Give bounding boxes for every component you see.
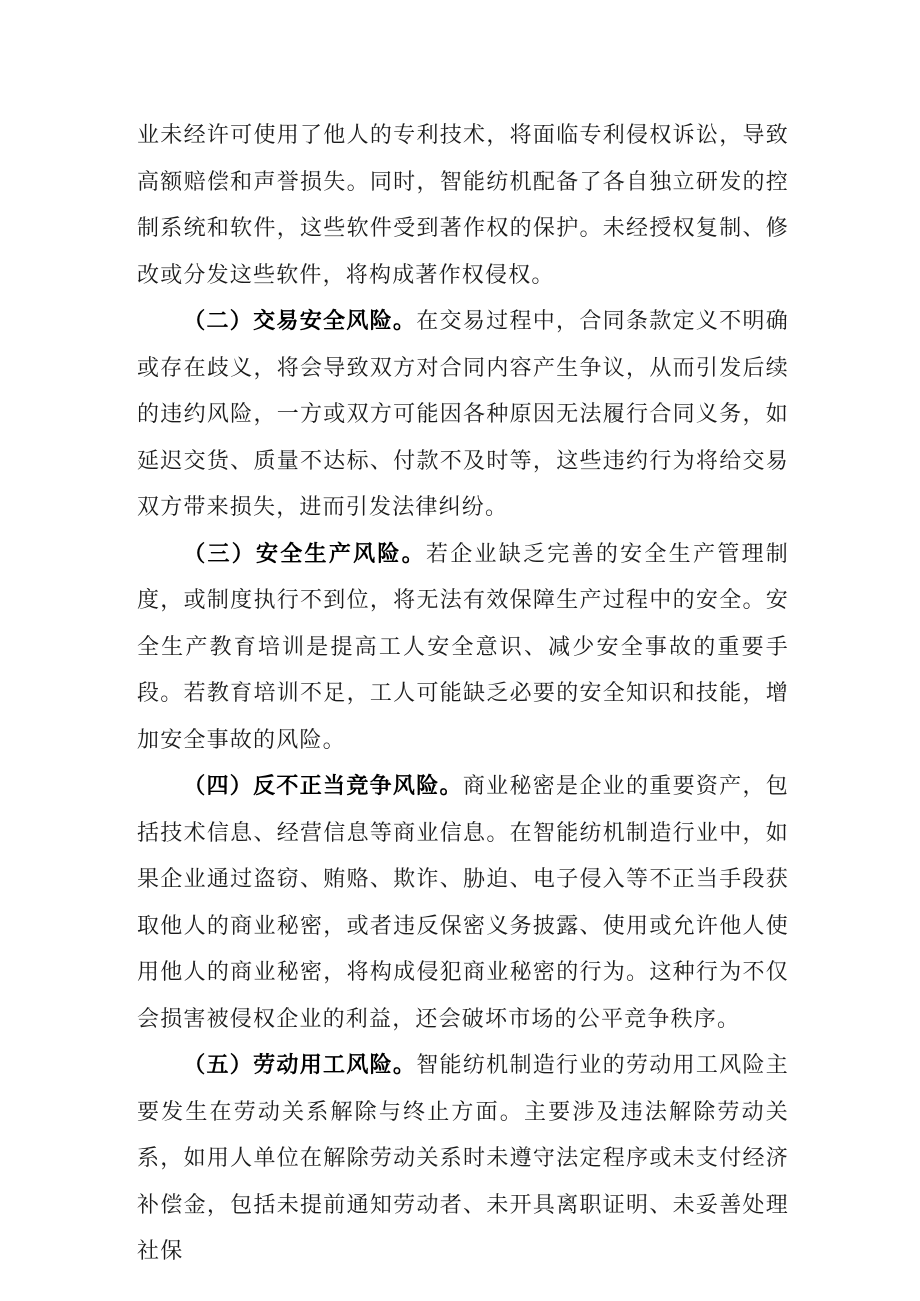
section-heading-labor: （五）劳动用工风险。 — [183, 1053, 417, 1078]
paragraph-text: 若企业缺乏完善的安全生产管理制度，或制度执行不到位，将无法有效保障生产过程中的安全。安全生产教育培训是提高工人安全意识、减少安全事故的重要手段。若教育培训不足，工人可能缺乏必要的安全知识和技能，增加安全事故的风险。 — [137, 541, 789, 753]
section-heading-production-safety: （三）安全生产风险。 — [183, 541, 426, 567]
section-heading-unfair-competition: （四）反不正当竞争风险。 — [183, 774, 463, 799]
paragraph-transaction-risk — [137, 299, 789, 532]
paragraph-text: 业未经许可使用了他人的专利技术，将面临专利侵权诉讼，导致高额赔偿和声誉损失。同时，智能纺机配备了各自独立研发的控制系统和软件，这些软件受到著作权的保护。未经授权复制、修改或分发这些软件，将构成著作权侵权。 — [137, 123, 789, 288]
paragraph-production-safety-risk — [137, 532, 789, 765]
document-body — [137, 113, 789, 1276]
paragraph-text: 商业秘密是企业的重要资产，包括技术信息、经营信息等商业信息。在智能纺机制造行业中，如果企业通过盗窃、贿赂、欺诈、胁迫、电子侵入等不正当手段获取他人的商业秘密，或者违反保密义务披露、使用或允许他人使用他人的商业秘密，将构成侵犯商业秘密的行为。这种行为不仅会损害被侵权企业的利益，还会破坏市场的公平竞争秩序。 — [137, 774, 789, 1032]
paragraph-patent-copyright — [137, 113, 789, 299]
section-heading-transaction: （二）交易安全风险。 — [183, 309, 417, 334]
paragraph-text: 智能纺机制造行业的劳动用工风险主要发生在劳动关系解除与终止方面。主要涉及违法解除劳动关系，如用人单位在解除劳动关系时未遵守法定程序或未支付经济补偿金，包括未提前通知劳动者、未开具离职证明、未妥善处理社保 — [137, 1053, 789, 1264]
paragraph-unfair-competition-risk — [137, 764, 789, 1043]
paragraph-text: 在交易过程中，合同条款定义不明确或存在歧义，将会导致双方对合同内容产生争议，从而引发后续的违约风险，一方或双方可能因各种原因无法履行合同义务，如延迟交货、质量不达标、付款不及时等，这些违约行为将给交易双方带来损失，进而引发法律纠纷。 — [137, 309, 789, 520]
paragraph-labor-risk — [137, 1043, 789, 1276]
